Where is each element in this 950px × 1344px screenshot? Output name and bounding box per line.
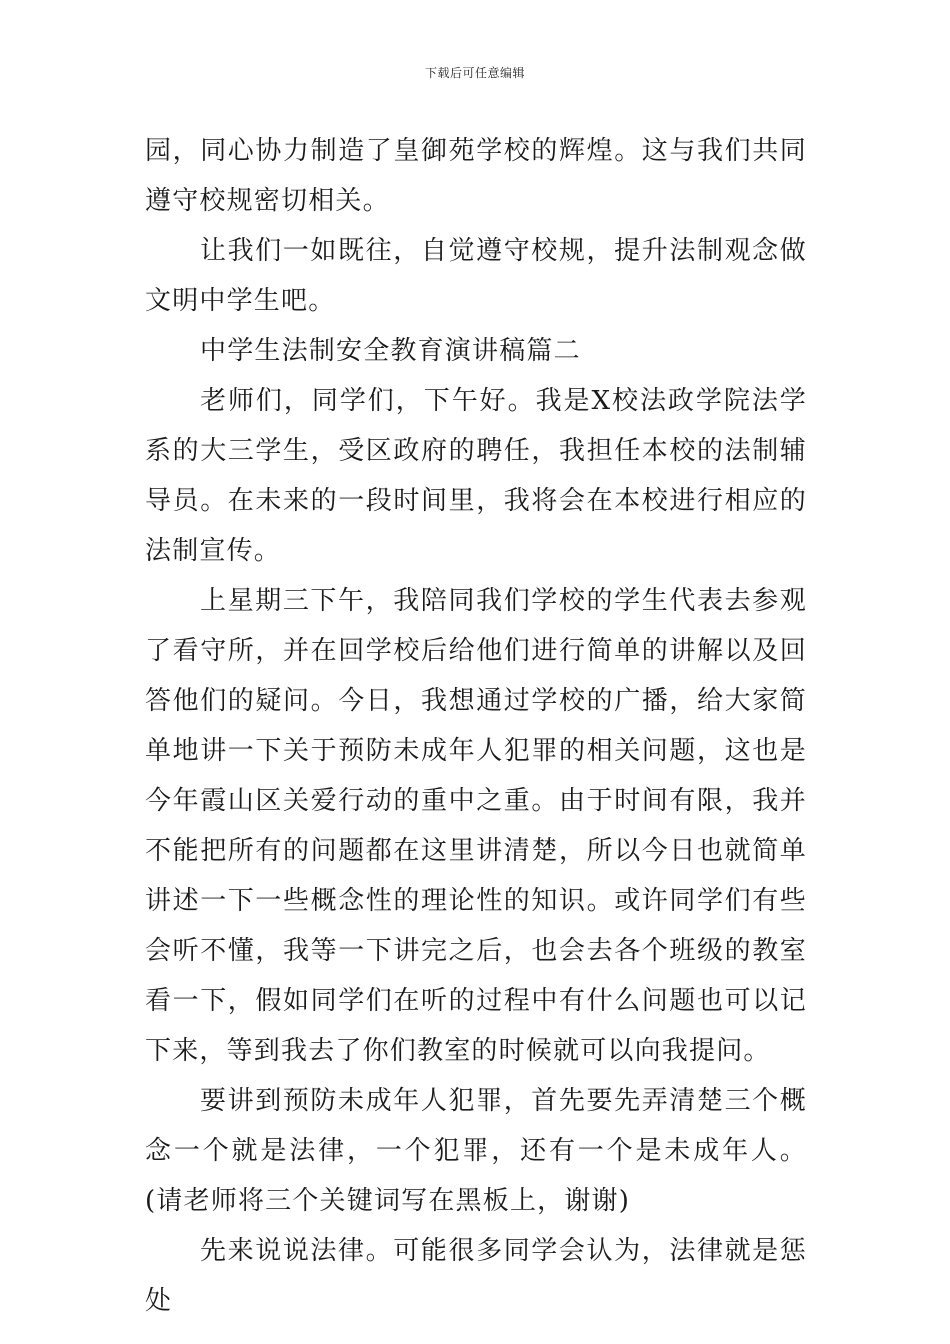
paragraph-continuation: 园，同心协力制造了皇御苑学校的辉煌。这与我们共同遵守校规密切相关。: [145, 136, 807, 216]
paragraph: 先来说说法律。可能很多同学会认为，法律就是惩处: [145, 1236, 807, 1316]
paragraph: 老师们，同学们，下午好。我是X校法政学院法学系的大三学生，受区政府的聘任，我担任本校的法制辅导员。在未来的一段时间里，我将会在本校进行相应的法制宣传。: [145, 386, 807, 566]
page-header: 下载后可任意编辑: [424, 66, 525, 80]
paragraph: 让我们一如既往，自觉遵守校规，提升法制观念做文明中学生吧。: [145, 236, 807, 316]
paragraph: 要讲到预防未成年人犯罪，首先要先弄清楚三个概念一个就是法律，一个犯罪，还有一个是未成年人。(请老师将三个关键词写在黑板上，谢谢): [145, 1086, 807, 1216]
paragraph: 上星期三下午，我陪同我们学校的学生代表去参观了看守所，并在回学校后给他们进行简单的讲解以及回答他们的疑问。今日，我想通过学校的广播，给大家简单地讲一下关于预防未成年人犯罪的相关问题，这也是今年霞山区关爱行动的重中之重。由于时间有限，我并不能把所有的问题都在这里讲清楚，所以今日也就简单讲述一下一些概念性的理论性的知识。或许同学们有些会听不懂，我等一下讲完之后，也会去各个班级的教室看一下，假如同学们在听的过程中有什么问题也可以记下来，等到我去了你们教室的时候就可以向我提问。: [145, 586, 807, 1066]
section-title: 中学生法制安全教育演讲稿篇二: [200, 336, 581, 366]
document-body: [145, 126, 807, 1326]
